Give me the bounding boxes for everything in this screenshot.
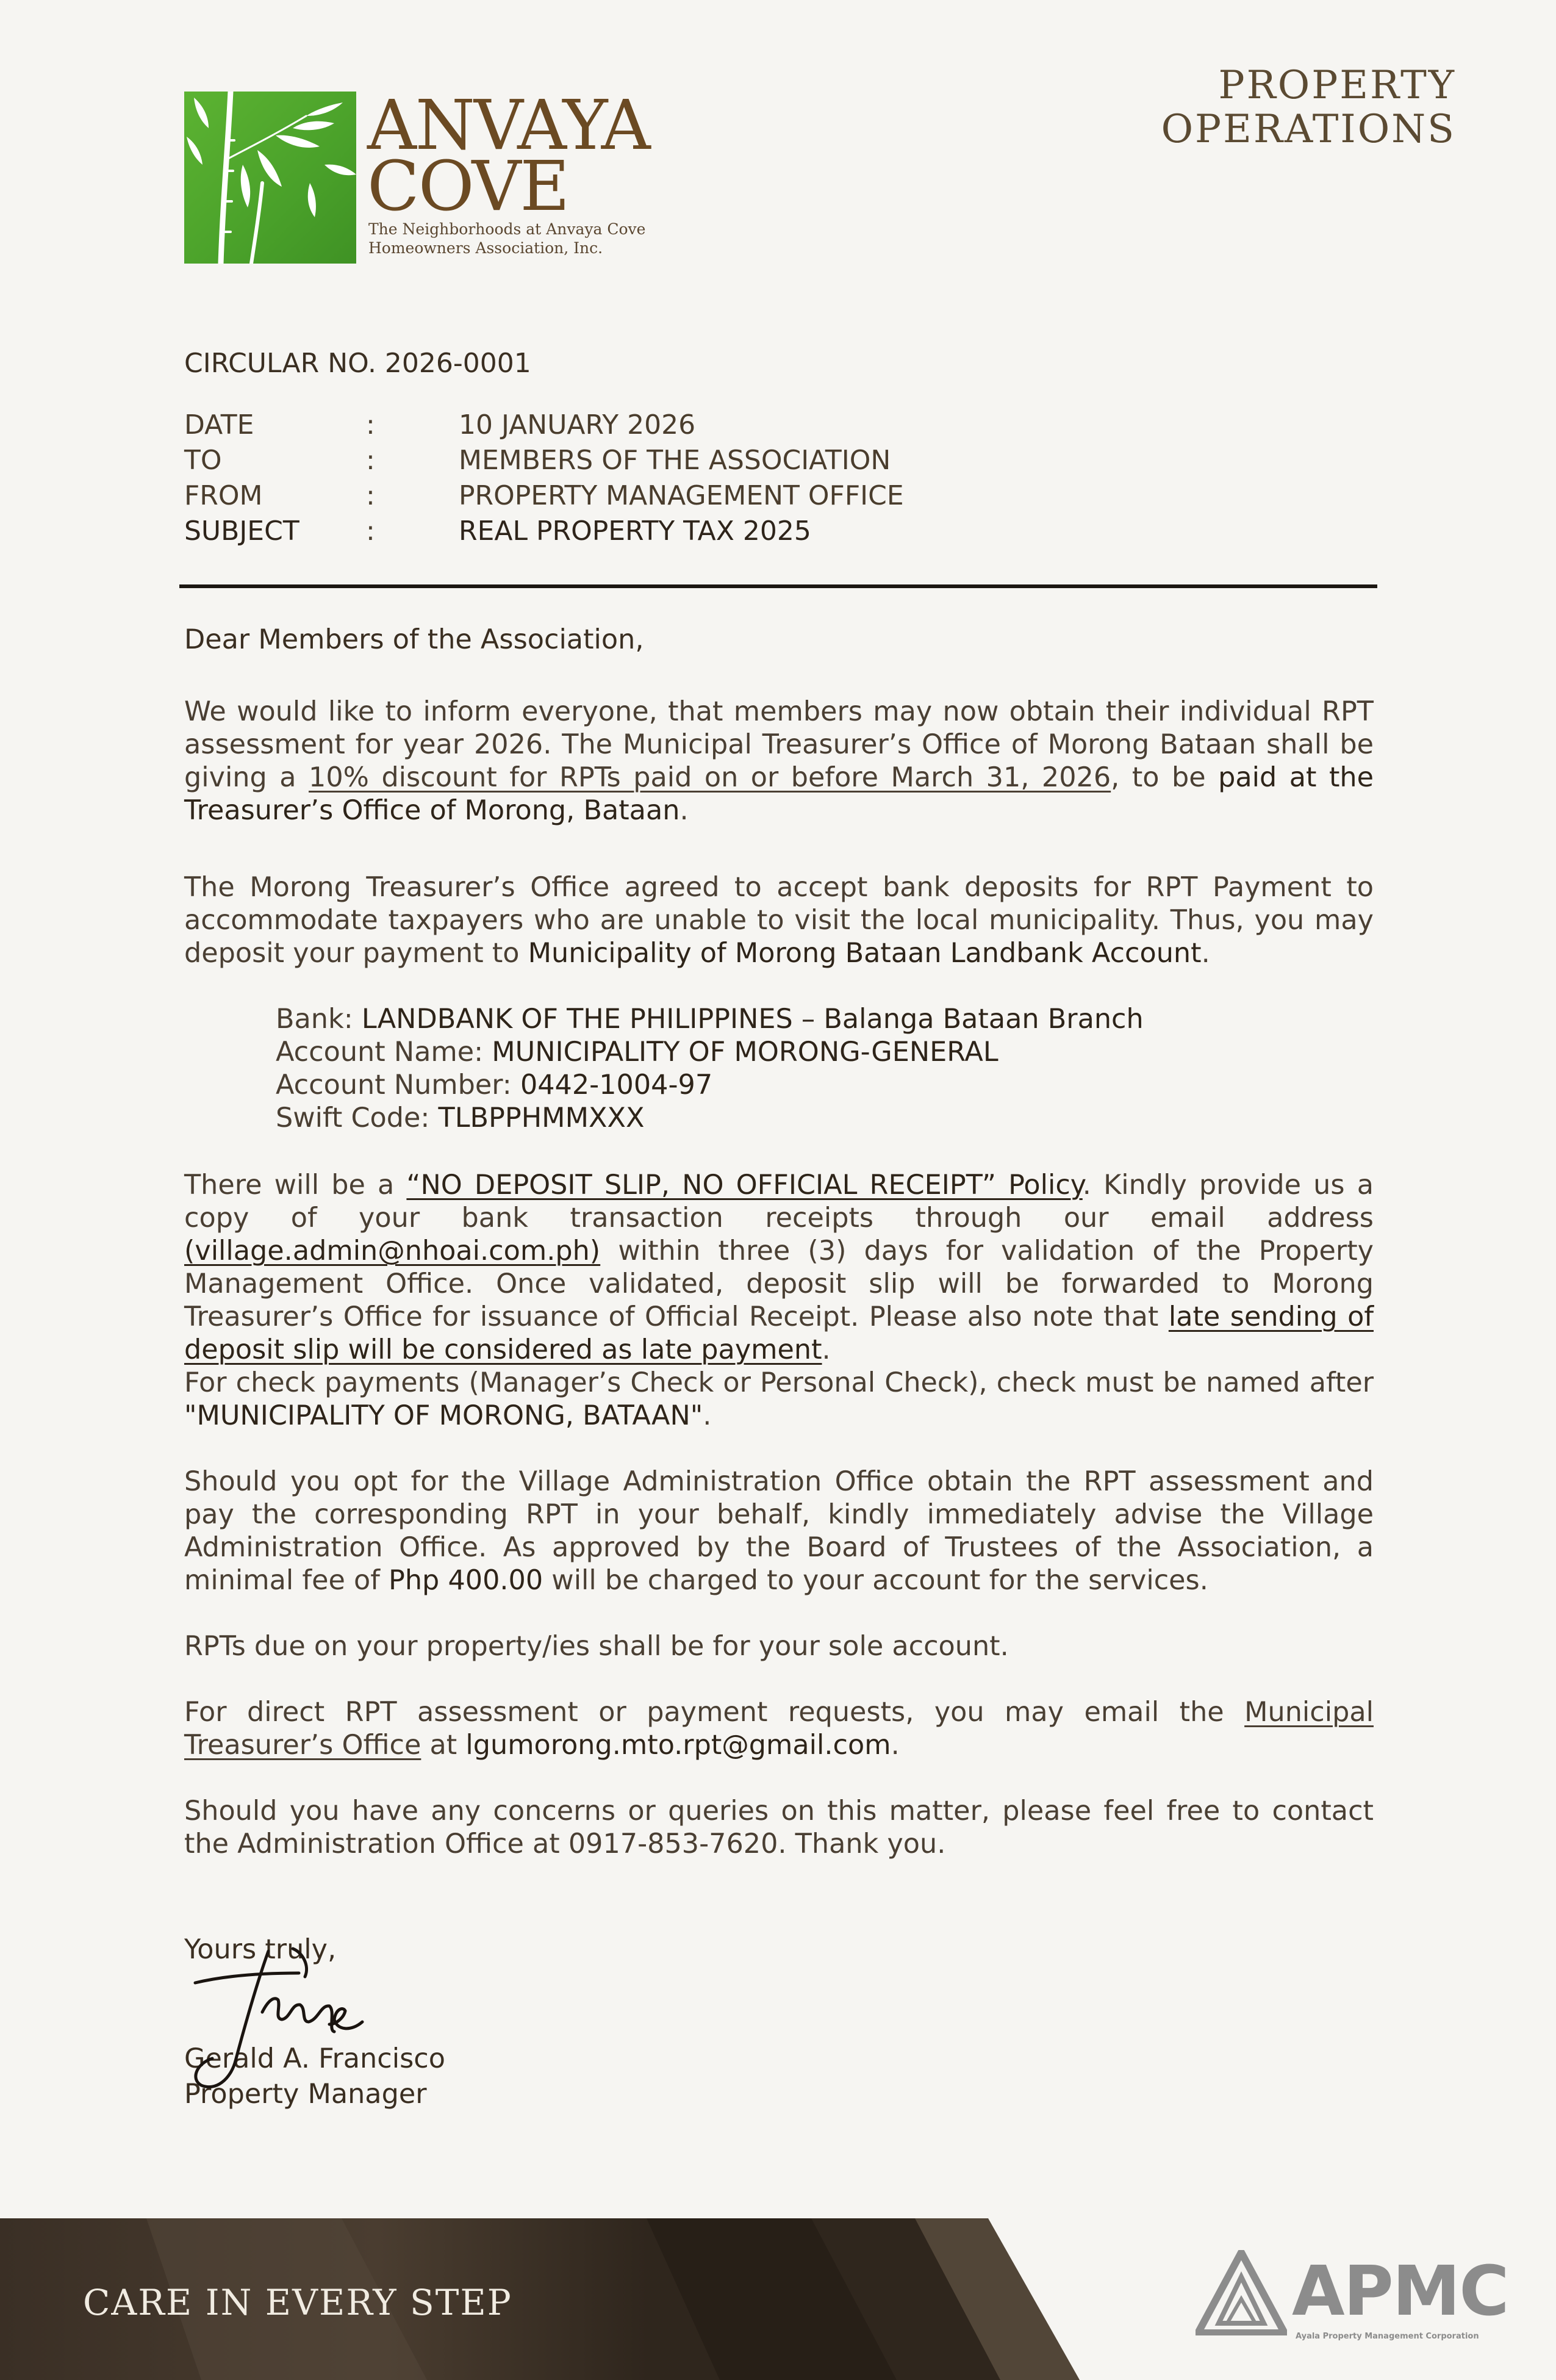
account-number-row bbox=[276, 1069, 1144, 1102]
text: within three (3) days for validation of the Property Management Office. Once validated, deposit slip will be forwarded to Morong Treasurer’s Office for issuance of Official Receipt. Please also note that bbox=[184, 1235, 1374, 1332]
service-fee-amount: Php 400.00 bbox=[389, 1565, 543, 1596]
paragraph-contact: Should you have any concerns or queries on this matter, please feel free to contact the Administration Office at 0917-853-7620. Thank you. bbox=[184, 1796, 1374, 1860]
text: The Morong Treasurer’s Office agreed to accept bank deposits for RPT Payment to accommodate taxpayers who are unable to visit the local municipality. Thus, you may deposit your payment to bbox=[184, 872, 1374, 969]
paragraph-discount bbox=[184, 696, 1374, 827]
brand-subtitle-line1: The Neighborhoods at Anvaya Cove bbox=[368, 220, 646, 238]
field-value: 10 JANUARY 2026 bbox=[459, 409, 696, 440]
text: . bbox=[1201, 938, 1210, 969]
bamboo-icon bbox=[184, 92, 356, 264]
paragraph-deposit-policy bbox=[184, 1169, 1374, 1367]
field-value: MEMBERS OF THE ASSOCIATION bbox=[459, 445, 891, 476]
brand-subtitle-line2: Homeowners Association, Inc. bbox=[368, 239, 603, 257]
field-separator: : bbox=[366, 445, 375, 476]
late-payment-note: late sending of deposit slip will be considered as late payment bbox=[184, 1301, 1374, 1365]
paragraph-direct-requests bbox=[184, 1696, 1374, 1762]
brand-name-line2: COVE bbox=[367, 147, 569, 226]
brand-subtitle bbox=[368, 220, 645, 257]
text: . bbox=[891, 1730, 900, 1761]
closing: Yours truly, bbox=[184, 1934, 337, 1965]
field-separator: : bbox=[366, 409, 375, 440]
bank-details bbox=[276, 1003, 1144, 1135]
account-number-value: 0442-1004-97 bbox=[520, 1070, 713, 1101]
policy-name: “NO DEPOSIT SLIP, NO OFFICIAL RECEIPT” Policy bbox=[406, 1170, 1083, 1201]
department-title-line1: PROPERTY bbox=[1218, 63, 1456, 108]
field-label: SUBJECT bbox=[184, 516, 299, 547]
text: . bbox=[703, 1400, 712, 1431]
field-label: FROM bbox=[184, 480, 263, 511]
text: will be charged to your account for the services. bbox=[543, 1565, 1208, 1596]
text: We would like to inform everyone, that members may now obtain their individual RPT assessment for year 2026. The Municipal Treasurer’s Office of Morong Bataan shall be giving a bbox=[184, 696, 1374, 793]
payee-name: "MUNICIPALITY OF MORONG, BATAAN" bbox=[184, 1400, 703, 1431]
text: For check payments (Manager’s Check or Personal Check), check must be named after bbox=[184, 1367, 1374, 1398]
account-name-row bbox=[276, 1036, 1144, 1069]
text: at bbox=[421, 1730, 466, 1761]
field-separator: : bbox=[366, 480, 375, 511]
text: . Kindly provide us a copy of your bank transaction receipts through our email address bbox=[184, 1170, 1374, 1234]
brand-name-line1: ANVAYA bbox=[367, 86, 650, 165]
discount-note: 10% discount for RPTs paid on or before March 31, 2026 bbox=[309, 762, 1111, 793]
field-value: PROPERTY MANAGEMENT OFFICE bbox=[459, 480, 904, 511]
paragraph-bank-deposit bbox=[184, 871, 1374, 970]
header-divider bbox=[179, 584, 1377, 588]
signer-name: Gerald A. Francisco bbox=[184, 2043, 445, 2074]
apmc-wordmark: APMC bbox=[1292, 2252, 1508, 2331]
paragraph-sole-account: RPTs due on your property/ies shall be for your sole account. bbox=[184, 1631, 1009, 1662]
footer-tagline: CARE IN EVERY STEP bbox=[83, 2282, 512, 2323]
bank-label: Bank: bbox=[276, 1004, 362, 1035]
swift-code-value: TLBPPHMMXXX bbox=[438, 1102, 645, 1134]
admin-email-link[interactable]: (village.admin@nhoai.com.ph) bbox=[184, 1235, 601, 1267]
field-value: REAL PROPERTY TAX 2025 bbox=[459, 516, 811, 547]
department-title bbox=[1161, 63, 1456, 151]
text: For direct RPT assessment or payment requests, you may email the bbox=[184, 1697, 1245, 1728]
apmc-company-name: Ayala Property Management Corporation bbox=[1296, 2332, 1479, 2341]
department-title-line2: OPERATIONS bbox=[1161, 107, 1456, 152]
account-name-label: Account Name: bbox=[276, 1037, 492, 1068]
signature-image bbox=[177, 1933, 396, 2116]
text: There will be a bbox=[184, 1170, 407, 1201]
account-name-value: MUNICIPALITY OF MORONG-GENERAL bbox=[492, 1037, 998, 1068]
swift-code-label: Swift Code: bbox=[276, 1102, 439, 1134]
bank-row bbox=[276, 1003, 1144, 1036]
account-number-label: Account Number: bbox=[276, 1070, 520, 1101]
swift-code-row bbox=[276, 1102, 1144, 1135]
field-separator: : bbox=[366, 516, 375, 547]
text: . bbox=[822, 1334, 831, 1365]
paragraph-check-payments bbox=[184, 1367, 1374, 1433]
field-label: DATE bbox=[184, 409, 254, 440]
text: Should you opt for the Village Administration Office obtain the RPT assessment and pay the corresponding RPT in your behalf, kindly immediately advise the Village Administration Office. As approved by the Board of Trustees of the Association, a minimal fee of bbox=[184, 1466, 1374, 1596]
treasurer-office-link[interactable]: Municipal Treasurer’s Office bbox=[184, 1697, 1374, 1761]
apmc-triangle-icon bbox=[1196, 2250, 1287, 2335]
payment-location: paid at the Treasurer’s Office of Morong, Bataan bbox=[184, 762, 1374, 826]
bank-value: LANDBANK OF THE PHILIPPINES – Balanga Bataan Branch bbox=[361, 1004, 1144, 1035]
account-reference: Municipality of Morong Bataan Landbank Account bbox=[528, 938, 1202, 969]
signer-title: Property Manager bbox=[184, 2079, 427, 2110]
text: , to be bbox=[1111, 762, 1219, 793]
text: . bbox=[679, 795, 689, 826]
treasurer-email[interactable]: lgumorong.mto.rpt@gmail.com bbox=[465, 1730, 891, 1761]
field-label: TO bbox=[184, 445, 222, 476]
circular-number: CIRCULAR NO. 2026-0001 bbox=[184, 348, 531, 379]
paragraph-service-fee bbox=[184, 1465, 1374, 1597]
greeting: Dear Members of the Association, bbox=[184, 624, 644, 655]
